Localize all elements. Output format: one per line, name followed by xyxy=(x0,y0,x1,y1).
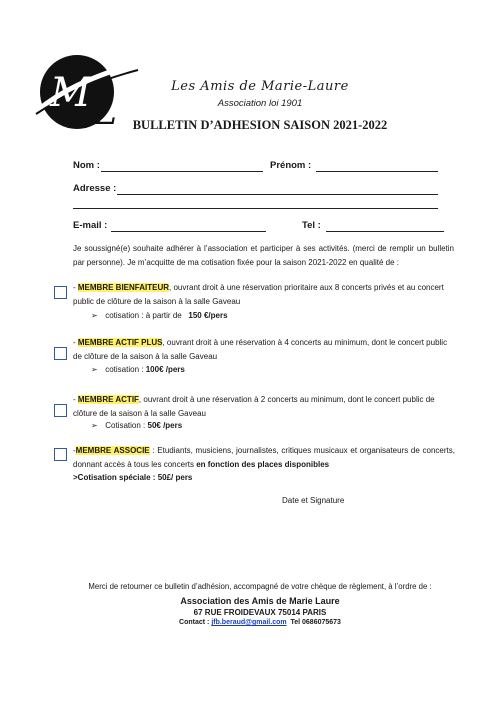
adresse-label: Adresse : xyxy=(73,183,117,194)
cotisation-speciale: >Cotisation spéciale : 50£/ pers xyxy=(73,473,193,482)
arrow-bullet-icon: ➢ xyxy=(91,421,98,430)
contact-email-link[interactable]: jfb.beraud@gmail.com xyxy=(211,619,287,626)
contact-tel: Tel 0686075673 xyxy=(290,619,341,626)
email-field[interactable] xyxy=(111,231,266,232)
organization-name: Les Amis de Marie-Laure xyxy=(171,79,349,94)
nom-label: Nom : xyxy=(73,160,100,171)
option-description: : Etudiants, musiciens, journalistes, critiques musicaux et organisateurs de concerts, donnant accès à tous les concerts xyxy=(73,446,455,469)
membre-actif-checkbox[interactable] xyxy=(54,404,67,417)
membre-bienfaiteur-checkbox[interactable] xyxy=(54,286,67,299)
option-membre-bienfaiteur xyxy=(73,281,453,308)
contact-label: Contact : xyxy=(179,619,210,626)
nom-field[interactable] xyxy=(101,171,263,172)
footer-contact xyxy=(100,619,420,626)
tel-label: Tel : xyxy=(302,220,321,231)
footer-instructions: Merci de retourner ce bulletin d’adhésion, accompagné de votre chèque de règlement, à l’ordre de : xyxy=(88,582,432,591)
organization-subtitle: Association loi 1901 xyxy=(217,98,303,109)
option-name: MEMBRE ACTIF xyxy=(77,395,139,404)
option-prefix: - xyxy=(73,446,76,455)
adresse-field[interactable] xyxy=(117,194,438,195)
option-description: , ouvrant droit à une réservation à 2 concerts au minimum, dont le concert public de clôture de la saison à la salle Gaveau xyxy=(73,395,435,418)
prenom-label: Prénom : xyxy=(270,160,312,171)
option-description: , ouvrant droit à une réservation prioritaire aux 8 concerts privés et au concert public de clôture de la saison à la salle Gaveau xyxy=(73,283,444,306)
cotisation-row xyxy=(91,365,185,374)
cotisation-value: 100€ /pers xyxy=(145,365,185,374)
cotisation-label: Cotisation : xyxy=(105,421,146,430)
option-membre-actif-plus xyxy=(73,336,453,363)
option-prefix: - xyxy=(73,395,78,404)
footer-association-name: Association des Amis de Marie Laure xyxy=(180,596,340,606)
intro-paragraph: Je soussigné(e) souhaite adhérer à l’association et participer à ses activités. (merci de remplir un bulletin par personne). Je m’acquitte de ma cotisation fixée pour la saison 2021-2022 en qualité de : xyxy=(73,244,454,267)
option-prefix: - xyxy=(73,283,78,292)
option-description-bold: en fonction des places disponibles xyxy=(196,459,330,469)
cotisation-value: 50€ /pers xyxy=(147,421,183,430)
svg-text:M: M xyxy=(50,70,91,116)
cotisation-value: 150 €/pers xyxy=(188,311,228,320)
option-name: MEMBRE BIENFAITEUR xyxy=(77,283,170,292)
option-prefix: - xyxy=(73,338,78,347)
prenom-field[interactable] xyxy=(316,171,438,172)
option-membre-associe xyxy=(73,444,455,471)
cotisation-label: cotisation : xyxy=(105,365,144,374)
option-name: MEMBRE ASSOCIE xyxy=(75,446,150,455)
adresse-field-line2[interactable] xyxy=(73,208,438,209)
email-label: E-mail : xyxy=(73,220,108,231)
option-description: , ouvrant droit à une réservation à 4 concerts au minimum, dont le concert public de clôture de la saison à la salle Gaveau xyxy=(73,338,448,361)
membre-associe-checkbox[interactable] xyxy=(54,448,67,461)
date-signature-label: Date et Signature xyxy=(282,496,345,505)
cotisation-row xyxy=(91,421,182,430)
form-title: BULLETIN D’ADHESION SAISON 2021-2022 xyxy=(132,118,388,132)
option-membre-actif xyxy=(73,393,455,420)
cotisation-row xyxy=(91,311,228,320)
tel-field[interactable] xyxy=(326,231,444,232)
footer-address: 67 RUE FROIDEVAUX 75014 PARIS xyxy=(193,608,327,617)
membre-actif-plus-checkbox[interactable] xyxy=(54,347,67,360)
arrow-bullet-icon: ➢ xyxy=(91,311,98,320)
cotisation-label: cotisation : à partir de xyxy=(105,311,182,320)
arrow-bullet-icon: ➢ xyxy=(91,365,98,374)
svg-text:L: L xyxy=(93,92,117,133)
option-name: MEMBRE ACTIF PLUS xyxy=(77,338,163,347)
